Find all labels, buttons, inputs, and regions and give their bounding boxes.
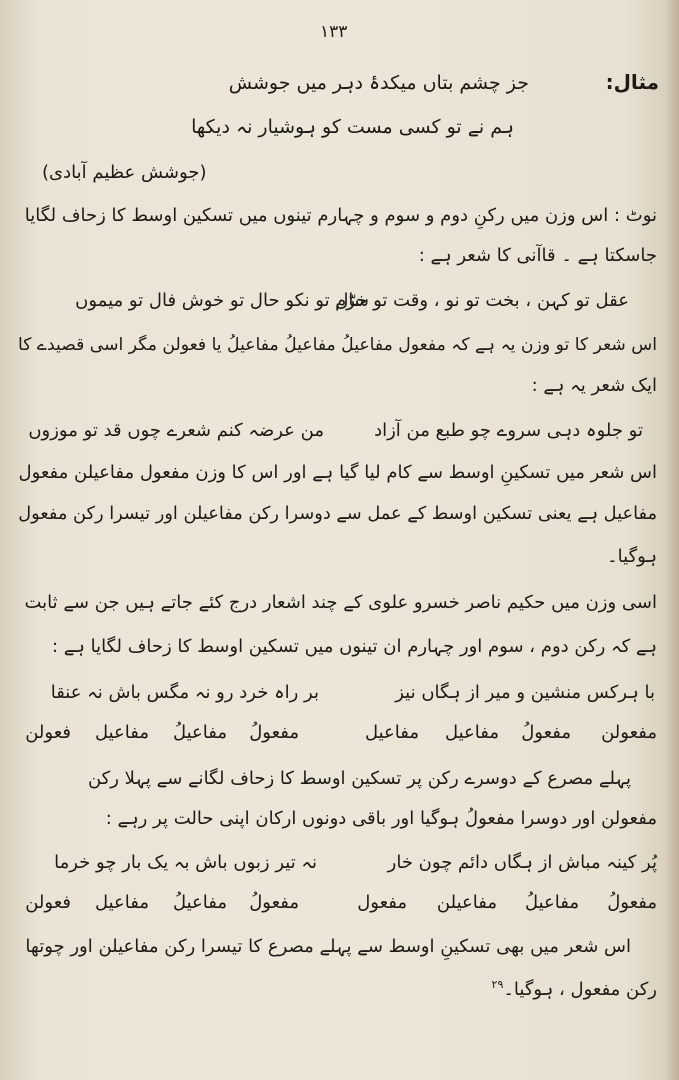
- meter-1-foot-7: مفاعیل: [94, 722, 149, 743]
- meter-2-foot-7: مفاعیل: [94, 892, 149, 913]
- meter-2-foot-1: مفعولُ: [607, 892, 657, 913]
- paragraph-2-line-3: ہوگیا۔: [607, 546, 657, 567]
- page-number: ۱۳۳: [320, 22, 348, 42]
- paragraph-5-line-1: اس شعر میں بھی تسکینِ اوسط سے پہلے مصرع کا تیسرا رکن مفاعیلن اور چوتھا: [25, 936, 631, 957]
- page-spine-shadow: [665, 0, 679, 1080]
- example-verse-1: جز چشم بتاں میکدۂ دہر میں جوشش: [228, 72, 529, 94]
- note-line-1: نوٹ : اس وزن میں رکنِ دوم و سوم و چہارم تینوں میں تسکین اوسط کا زحاف لگایا: [24, 205, 657, 226]
- meter-1-foot-6: مفاعیلُ: [172, 722, 227, 743]
- paragraph-4-line-1: پہلے مصرع کے دوسرے رکن پر تسکین اوسط کا زحاف لگانے سے پہلا رکن: [87, 768, 631, 789]
- meter-2-foot-8: فعولن: [25, 892, 71, 913]
- example-label: مثال:: [605, 70, 659, 94]
- meter-2-foot-4: مفعول: [357, 892, 407, 913]
- qaani-verse-right: عقل تو کہن ، بخت تو نو ، وقت تو خرّم: [335, 290, 629, 311]
- qaani-verse-left: سال تو نکو حال تو خوش فال تو میموں: [75, 290, 369, 311]
- verse-3-right: تو جلوہ دہی سروے چو طبع من آزاد: [374, 420, 643, 441]
- meter-1-foot-2: مفعولُ: [521, 722, 571, 743]
- paragraph-2-line-1: اس شعر میں تسکینِ اوسط سے کام لیا گیا ہے اور اس کا وزن مفعول مفاعیلن مفعول: [18, 462, 657, 483]
- meter-2-foot-5: مفعولُ: [249, 892, 299, 913]
- verse-4-right: با ہرکس منشین و میر از ہگاں نیز: [395, 682, 655, 703]
- paragraph-1-line-2: ایک شعر یہ ہے :: [531, 375, 657, 396]
- verse-3-left: من عرضہ کنم شعرے چوں قد تو موزوں: [28, 420, 324, 441]
- meter-2-foot-6: مفاعیلُ: [172, 892, 227, 913]
- verse-5-left: نہ تیر زبوں باش بہ یک بار چو خرما: [54, 852, 317, 873]
- paragraph-4-line-2: مفعولن اور دوسرا مفعولُ ہوگیا اور باقی دونوں ارکان اپنی حالت پر رہے :: [105, 808, 657, 829]
- poet-attribution: (جوشش عظیم آبادی): [42, 162, 207, 183]
- paragraph-3-line-2: ہے کہ رکن دوم ، سوم اور چہارم ان تینوں میں تسکین اوسط کا زحاف لگایا ہے :: [52, 636, 657, 657]
- meter-1-foot-3: مفاعیل: [444, 722, 499, 743]
- footnote-marker: ۲۹: [491, 978, 504, 991]
- paragraph-5-line-2-text: رکن مفعول ، ہوگیا۔: [503, 979, 657, 1000]
- meter-1-foot-5: مفعولُ: [249, 722, 299, 743]
- meter-1-foot-1: مفعولن: [601, 722, 657, 743]
- example-verse-2: ہم نے تو کسی مست کو ہوشیار نہ دیکھا: [191, 116, 514, 138]
- paragraph-3-line-1: اسی وزن میں حکیم ناصر خسرو علوی کے چند اشعار درج کئے جاتے ہیں جن سے ثابت: [24, 592, 657, 613]
- verse-5-right: پُر کینہ مباش از ہگاں دائم چون خار: [387, 852, 657, 873]
- paragraph-2-line-2: مفاعیل ہے یعنی تسکین اوسط کے عمل سے دوسرا رکن مفاعیلن اور تیسرا رکن مفعول: [18, 504, 657, 524]
- meter-2-foot-3: مفاعیلن: [436, 892, 497, 913]
- meter-2-foot-2: مفاعیلُ: [524, 892, 579, 913]
- paragraph-5-line-2: [492, 978, 657, 1001]
- paragraph-1-line-1: اس شعر کا تو وزن یہ ہے کہ مفعول مفاعیلُ مفاعیلُ مفاعیلُ یا فعولن مگر اسی قصیدے کا: [18, 335, 657, 355]
- meter-1-foot-4: مفاعیل: [364, 722, 419, 743]
- verse-4-left: بر راہ خرد رو نہ مگس باش نہ عنقا: [50, 682, 319, 703]
- note-line-2: جاسکتا ہے ۔ قاآنی کا شعر ہے :: [418, 245, 657, 266]
- meter-1-foot-8: فعولن: [25, 722, 71, 743]
